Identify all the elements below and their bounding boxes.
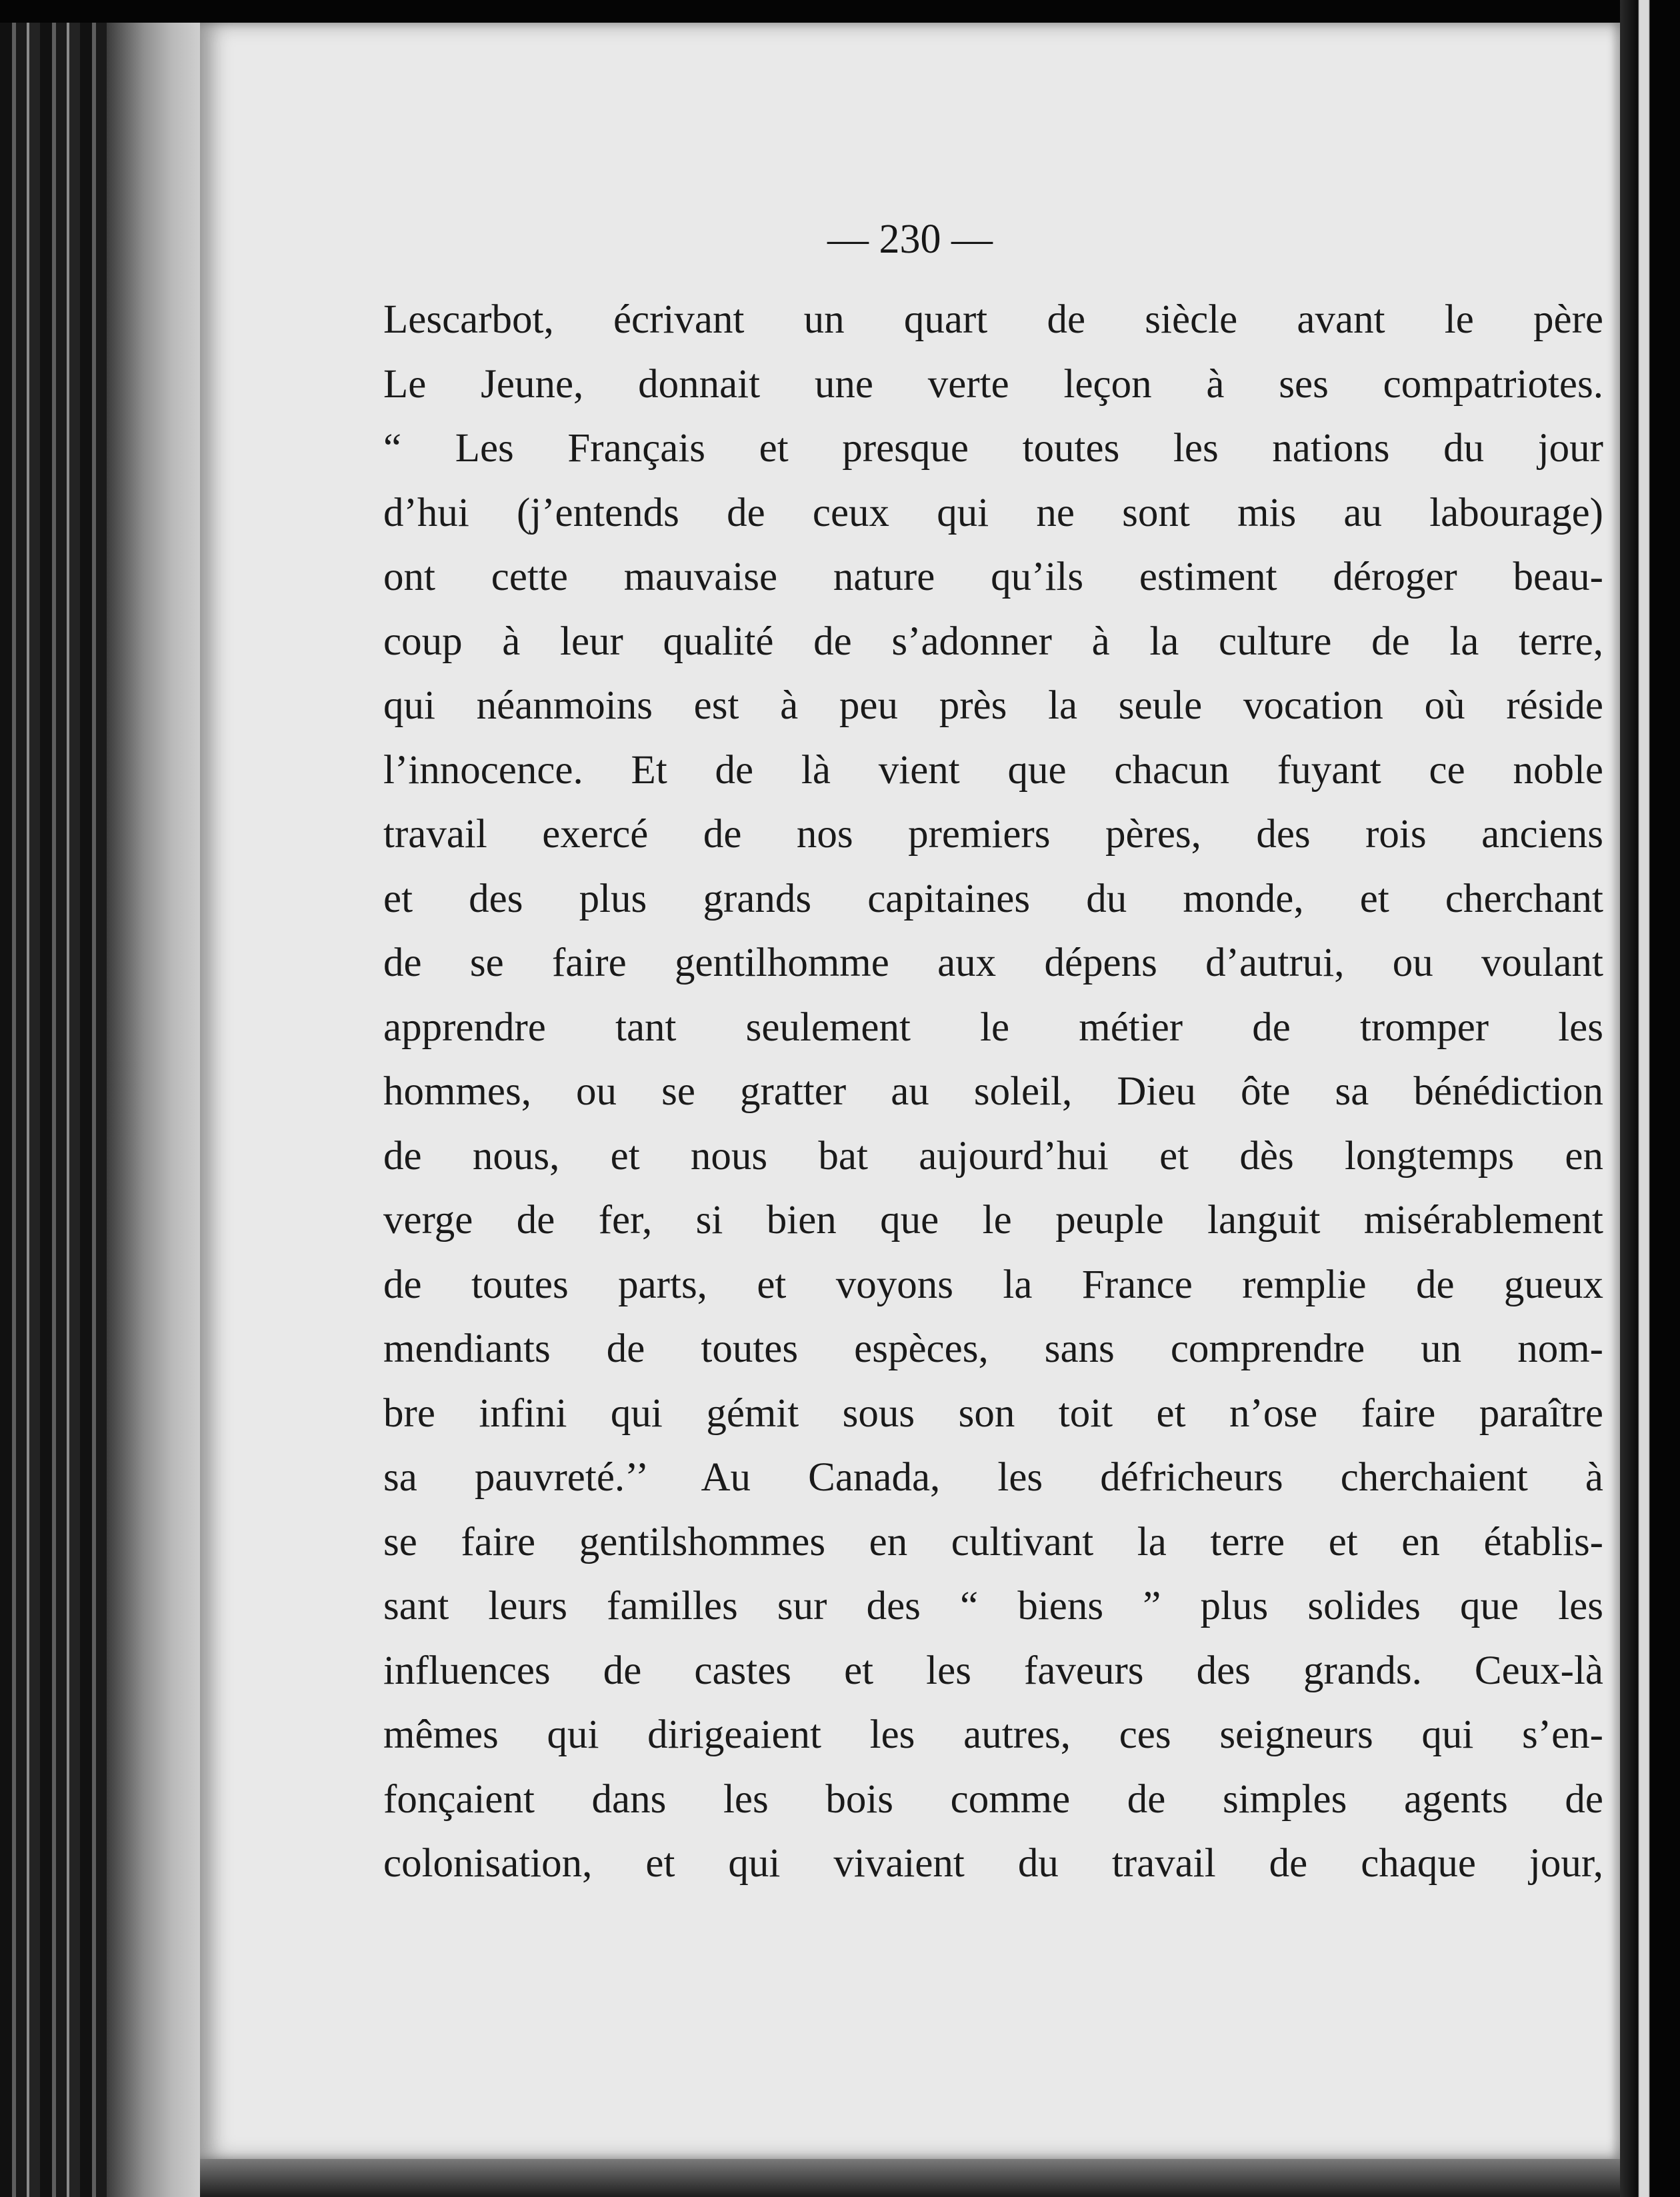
- text-line: l’innocence. Et de là vient que chacun fuyant ce noble: [383, 747, 1603, 793]
- text-line: ont cette mauvaise nature qu’ils estiment déroger beau-: [383, 555, 1603, 599]
- text-line: apprendre tant seulement le métier de tromper les: [383, 1005, 1603, 1050]
- text-line: hommes, ou se gratter au soleil, Dieu ôte sa bénédiction: [383, 1069, 1603, 1114]
- book-right-edge: [1620, 0, 1680, 2197]
- text-line: et des plus grands capitaines du monde, et cherchant: [383, 876, 1603, 921]
- text-line: se faire gentilshommes en cultivant la terre et en établis-: [383, 1519, 1603, 1564]
- text-line: de nous, et nous bat aujourd’hui et dès longtemps en: [383, 1133, 1603, 1178]
- text-line: Lescarbot, écrivant un quart de siècle avant le père: [383, 297, 1603, 342]
- book-bottom-edge: [200, 2159, 1620, 2197]
- text-line: de toutes parts, et voyons la France remplie de gueux: [383, 1262, 1603, 1307]
- text-line: Le Jeune, donnait une verte leçon à ses compatriotes.: [383, 361, 1603, 407]
- text-line: colonisation, et qui vivaient du travail de chaque jour,: [383, 1841, 1603, 1886]
- page-text: [383, 288, 1603, 1896]
- text-line: fonçaient dans les bois comme de simples agents de: [383, 1776, 1603, 1822]
- text-line: influences de castes et les faveurs des grands. Ceux-là: [383, 1648, 1603, 1693]
- text-line: bre infini qui gémit sous son toit et n’ose faire paraître: [383, 1390, 1603, 1436]
- text-line: d’hui (j’entends de ceux qui ne sont mis au labourage): [383, 490, 1603, 535]
- text-line: de se faire gentilhomme aux dépens d’autrui, ou voulant: [383, 941, 1603, 985]
- book-top-edge: [0, 0, 1680, 23]
- text-line: qui néanmoins est à peu près la seule vocation où réside: [383, 683, 1603, 728]
- book-page: [200, 23, 1620, 2159]
- text-line: mêmes qui dirigeaient les autres, ces seigneurs qui s’en-: [383, 1712, 1603, 1757]
- text-line: “ Les Français et presque toutes les nations du jour: [383, 426, 1603, 471]
- text-line: coup à leur qualité de s’adonner à la culture de la terre,: [383, 619, 1603, 664]
- text-line: sant leurs familles sur des “ biens ” plus solides que les: [383, 1584, 1603, 1628]
- text-line: sa pauvreté.’’ Au Canada, les défricheurs cherchaient à: [383, 1455, 1603, 1500]
- book-page-edges: [0, 23, 200, 2197]
- page-number: — 230 —: [827, 217, 993, 262]
- text-line: verge de fer, si bien que le peuple languit misérablement: [383, 1198, 1603, 1242]
- text-line: travail exercé de nos premiers pères, des rois anciens: [383, 812, 1603, 857]
- text-line: mendiants de toutes espèces, sans comprendre un nom-: [383, 1326, 1603, 1371]
